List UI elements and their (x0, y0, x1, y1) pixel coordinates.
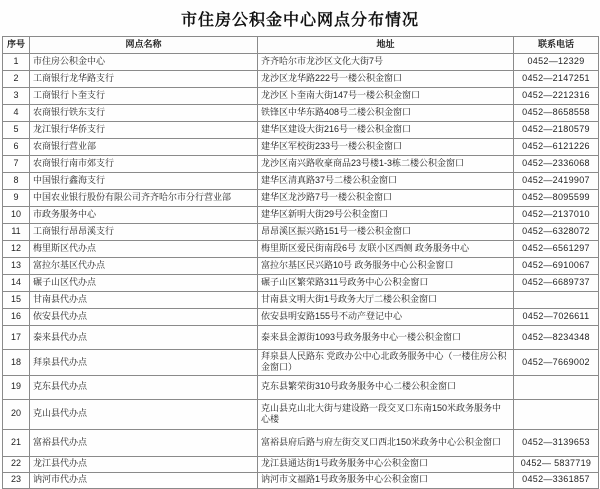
table-row (3, 350, 599, 376)
cell-name: 富裕县代办点 (30, 429, 258, 456)
cell-addr: 龙沙区卜奎南大街147号一楼公积金窗口 (258, 88, 514, 105)
cell-name: 甘南县代办点 (30, 292, 258, 309)
table-row (3, 190, 599, 207)
cell-index: 20 (3, 399, 30, 429)
cell-phone: 0452—2137010 (514, 207, 599, 224)
table-row (3, 173, 599, 190)
cell-phone: 0452—3139653 (514, 429, 599, 456)
cell-name: 克东县代办点 (30, 375, 258, 399)
distribution-table (2, 36, 599, 489)
cell-addr: 讷河市文福路1号政务服务中心公积金窗口 (258, 472, 514, 488)
cell-name: 拜泉县代办点 (30, 350, 258, 376)
table-row (3, 241, 599, 258)
cell-phone: 0452—6328072 (514, 224, 599, 241)
cell-name: 中国银行鑫海支行 (30, 173, 258, 190)
cell-index: 17 (3, 326, 30, 350)
cell-index: 1 (3, 54, 30, 71)
table-row (3, 139, 599, 156)
table-row (3, 472, 599, 488)
cell-addr: 齐齐哈尔市龙沙区文化大街7号 (258, 54, 514, 71)
cell-addr: 克山县克山北大街与建设路一段交叉口东南150米政务服务中心楼 (258, 399, 514, 429)
table-row (3, 105, 599, 122)
cell-addr: 拜泉县人民路东 党政办公中心北政务服务中心（一楼住房公积金窗口） (258, 350, 514, 376)
cell-name: 工商银行昂昂溪支行 (30, 224, 258, 241)
cell-name: 依安县代办点 (30, 309, 258, 326)
cell-phone: 0452—7026611 (514, 309, 599, 326)
cell-phone: 0452—6561297 (514, 241, 599, 258)
page-title: 市住房公积金中心网点分布情况 (180, 12, 419, 29)
cell-phone: 0452—2212316 (514, 88, 599, 105)
cell-name: 市政务服务中心 (30, 207, 258, 224)
cell-index: 15 (3, 292, 30, 309)
cell-name: 克山县代办点 (30, 399, 258, 429)
cell-addr: 建华区军校街233号一楼公积金窗口 (258, 139, 514, 156)
cell-index: 4 (3, 105, 30, 122)
cell-addr: 建华区清真路37号二楼公积金窗口 (258, 173, 514, 190)
col-header-name: 网点名称 (30, 37, 258, 54)
table-row (3, 88, 599, 105)
cell-name: 龙江银行华侨支行 (30, 122, 258, 139)
cell-name: 梅里斯区代办点 (30, 241, 258, 258)
cell-name: 农商银行南市郊支行 (30, 156, 258, 173)
table-row (3, 326, 599, 350)
cell-name: 中国农业银行股份有限公司齐齐哈尔市分行营业部 (30, 190, 258, 207)
cell-name: 农商银行铁东支行 (30, 105, 258, 122)
cell-addr: 建华区新明大街29号公积金窗口 (258, 207, 514, 224)
cell-phone: 0452—2419907 (514, 173, 599, 190)
cell-index: 12 (3, 241, 30, 258)
table-row (3, 375, 599, 399)
cell-name: 龙江县代办点 (30, 456, 258, 472)
cell-phone: 0452—6121226 (514, 139, 599, 156)
cell-index: 8 (3, 173, 30, 190)
cell-phone: 0452— 5837719 (514, 456, 599, 472)
cell-name: 讷河市代办点 (30, 472, 258, 488)
cell-phone: 0452—2336068 (514, 156, 599, 173)
cell-index: 16 (3, 309, 30, 326)
cell-phone: 0452—12329 (514, 54, 599, 71)
table-row (3, 54, 599, 71)
cell-phone: 0452—7669002 (514, 350, 599, 376)
cell-addr: 克东县繁荣街310号政务服务中心二楼公积金窗口 (258, 375, 514, 399)
cell-name: 市住房公积金中心 (30, 54, 258, 71)
col-header-index: 序号 (3, 37, 30, 54)
table-row (3, 122, 599, 139)
cell-name: 富拉尔基区代办点 (30, 258, 258, 275)
table-header-row (3, 37, 599, 54)
cell-index: 13 (3, 258, 30, 275)
cell-addr: 龙沙区南兴路收豪商品23号楼1-3栋二楼公积金窗口 (258, 156, 514, 173)
cell-phone (514, 399, 599, 429)
cell-index: 11 (3, 224, 30, 241)
cell-addr: 龙江县通达街1号政务服务中心公积金窗口 (258, 456, 514, 472)
cell-phone: 0452—2180579 (514, 122, 599, 139)
table-row (3, 456, 599, 472)
table-row (3, 156, 599, 173)
cell-name: 工商银行龙华路支行 (30, 71, 258, 88)
cell-phone (514, 375, 599, 399)
table-row (3, 71, 599, 88)
cell-addr: 碾子山区繁荣路311号政务中心公积金窗口 (258, 275, 514, 292)
cell-addr: 铁锋区中华东路408号二楼公积金窗口 (258, 105, 514, 122)
cell-name: 工商银行卜奎支行 (30, 88, 258, 105)
cell-phone: 0452—8095599 (514, 190, 599, 207)
cell-addr: 依安县明安路155号不动产登记中心 (258, 309, 514, 326)
col-header-phone: 联系电话 (514, 37, 599, 54)
cell-addr: 建华区龙沙路7号一楼公积金窗口 (258, 190, 514, 207)
cell-addr: 建华区建设大街216号一楼公积金窗口 (258, 122, 514, 139)
cell-addr: 甘南县文明大街1号政务大厅二楼公积金窗口 (258, 292, 514, 309)
table-row (3, 292, 599, 309)
cell-phone: 0452—6689737 (514, 275, 599, 292)
table-row (3, 429, 599, 456)
cell-index: 14 (3, 275, 30, 292)
table-row (3, 399, 599, 429)
table-row (3, 258, 599, 275)
cell-index: 21 (3, 429, 30, 456)
cell-phone: 0452—2147251 (514, 71, 599, 88)
cell-name: 泰来县代办点 (30, 326, 258, 350)
col-header-address: 地址 (258, 37, 514, 54)
cell-name: 碾子山区代办点 (30, 275, 258, 292)
table-row (3, 207, 599, 224)
cell-addr: 龙沙区龙华路222号一楼公积金窗口 (258, 71, 514, 88)
table-row (3, 309, 599, 326)
table-row (3, 224, 599, 241)
table-row (3, 275, 599, 292)
cell-index: 10 (3, 207, 30, 224)
table-body (3, 54, 599, 489)
cell-phone: 0452—6910067 (514, 258, 599, 275)
cell-index: 23 (3, 472, 30, 488)
cell-phone: 0452—3361857 (514, 472, 599, 488)
cell-name: 农商银行营业部 (30, 139, 258, 156)
cell-index: 19 (3, 375, 30, 399)
cell-index: 6 (3, 139, 30, 156)
cell-addr: 富拉尔基区民兴路10号 政务服务中心公积金窗口 (258, 258, 514, 275)
cell-index: 7 (3, 156, 30, 173)
cell-phone (514, 292, 599, 309)
cell-index: 9 (3, 190, 30, 207)
cell-index: 18 (3, 350, 30, 376)
cell-addr: 富裕县府后路与府左街交叉口西北150米政务中心公积金窗口 (258, 429, 514, 456)
cell-addr: 梅里斯区爱民街南段6号 友联小区西侧 政务服务中心 (258, 241, 514, 258)
cell-index: 22 (3, 456, 30, 472)
cell-addr: 昂昂溪区振兴路151号一楼公积金窗口 (258, 224, 514, 241)
cell-index: 2 (3, 71, 30, 88)
cell-index: 5 (3, 122, 30, 139)
cell-index: 3 (3, 88, 30, 105)
cell-phone: 0452—8658558 (514, 105, 599, 122)
cell-phone: 0452—8234348 (514, 326, 599, 350)
cell-addr: 泰来县金源街1093号政务服务中心一楼公积金窗口 (258, 326, 514, 350)
